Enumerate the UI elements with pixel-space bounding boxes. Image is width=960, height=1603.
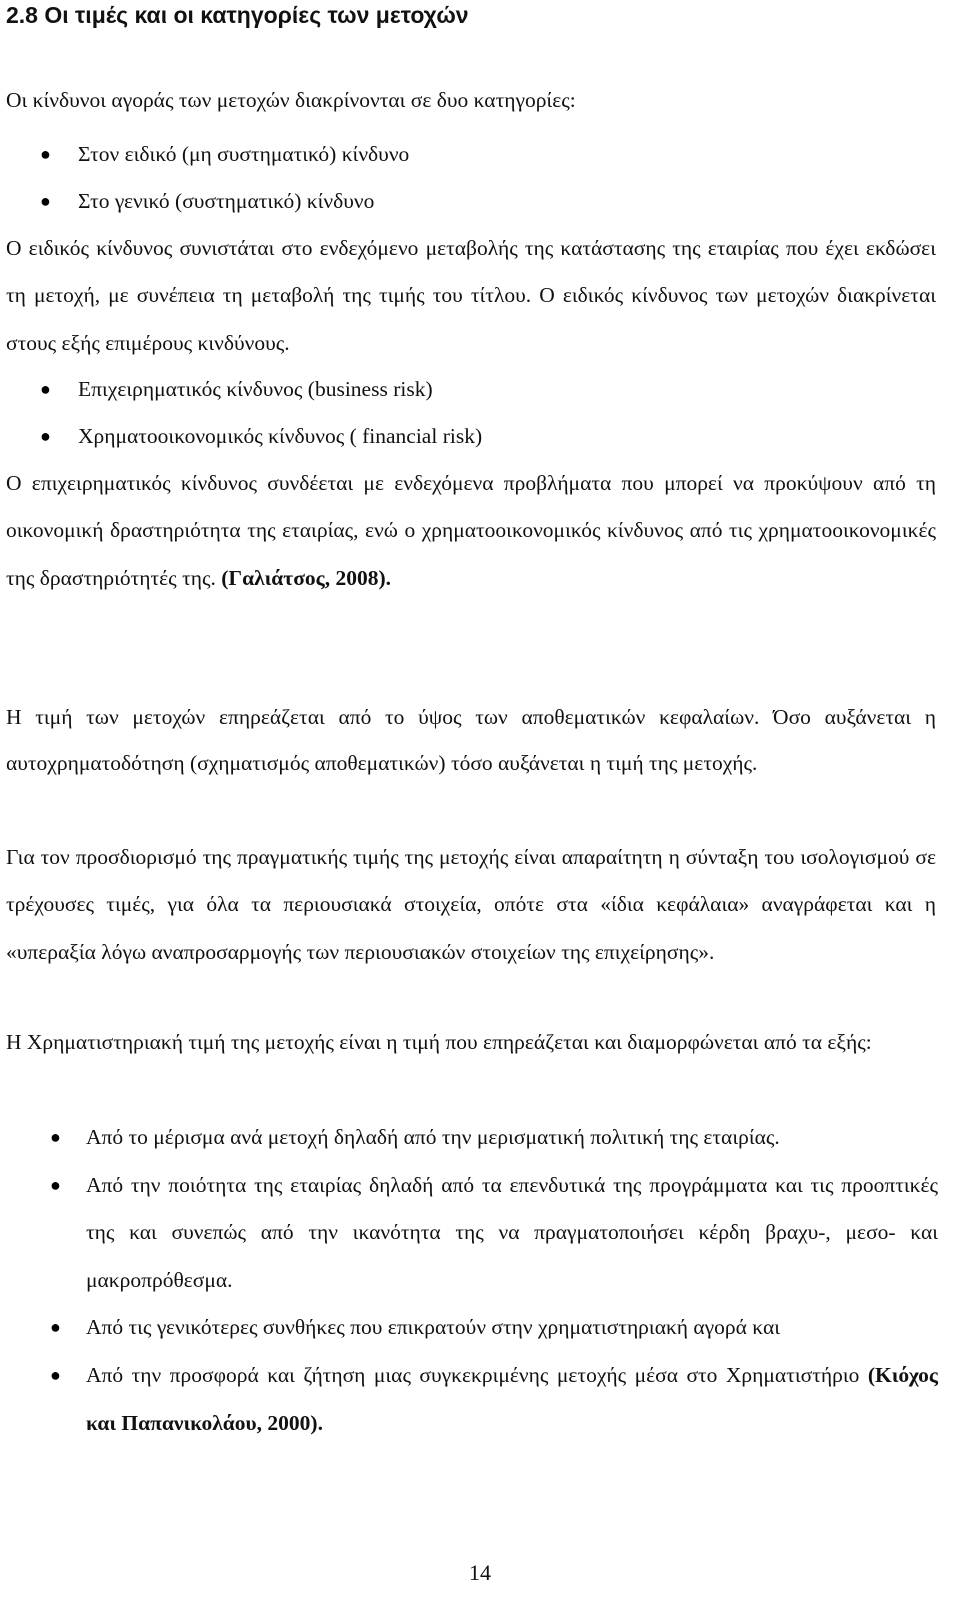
list-item: ● Στο γενικό (συστηματικό) κίνδυνο (0, 178, 409, 225)
bullet-icon: ● (40, 190, 51, 211)
business-risk-paragraph: Ο επιχειρηματικός κίνδυνος συνδέεται με ενδεχόμενα προβλήματα που μπορεί να προκύψουν από τη οικονομική δραστηριότητα της εταιρίας, ενώ ο χρηματοοικονομικός κίνδυνος από τις χρηματοοικονομικές της δραστηριότητές της. (Γαλιάτσος, 2008). (6, 471, 936, 590)
bullet-icon: ● (50, 1127, 61, 1147)
list-item: ● Επιχειρηματικός κίνδυνος (business risk) (0, 366, 482, 413)
bullet-icon: ● (50, 1174, 61, 1195)
page-number: 14 (469, 1560, 491, 1585)
bullet-icon: ● (40, 144, 51, 164)
bullet-icon: ● (50, 1317, 61, 1338)
list-item: ● Από τις γενικότερες συνθήκες που επικρατούν στην χρηματιστηριακή αγορά και (0, 1304, 938, 1352)
specific-risk-paragraph: Ο ειδικός κίνδυνος συνιστάται στο ενδεχόμενο μεταβολής της κατάστασης της εταιρίας που έχει εκδώσει τη μετοχή, με συνέπεια τη μεταβολή της τιμής του τίτλου. Ο ειδικός κίνδυνος των μετοχών διακρίνεται στους εξής επιμέρους κινδύνους. (6, 236, 936, 355)
bullet-icon: ● (40, 425, 51, 446)
section-heading: 2.8 Οι τιμές και οι κατηγορίες των μετοχών (6, 2, 469, 28)
price-factors-list (0, 1114, 938, 1447)
bullet-icon: ● (40, 379, 51, 399)
list-item: ● Από το μέρισμα ανά μετοχή δηλαδή από την μερισματική πολιτική της εταιρίας. (0, 1114, 938, 1162)
bullet-icon: ● (50, 1364, 61, 1385)
intro-paragraph: Οι κίνδυνοι αγοράς των μετοχών διακρίνονται σε δυο κατηγορίες: (6, 88, 576, 112)
market-price-paragraph: Η Χρηματιστηριακή τιμή της μετοχής είναι η τιμή που επηρεάζεται και διαμορφώνεται από τα εξής: (6, 1030, 872, 1054)
reserves-paragraph: Η τιμή των μετοχών επηρεάζεται από το ύψος των αποθεματικών κεφαλαίων. Όσο αυξάνεται η αυτοχρηματοδότηση (σχηματισμός αποθεματικών) τόσο αυξάνεται η τιμή της μετοχής. (6, 705, 936, 775)
balance-sheet-paragraph: Για τον προσδιορισμό της πραγματικής τιμής της μετοχής είναι απαραίτητη η σύνταξη του ισολογισμού σε τρέχουσες τιμές, για όλα τα περιουσιακά στοιχεία, οπότε στα «ίδια κεφάλαια» αναγράφεται και η «υπεραξία λόγω αναπροσαρμογής των περιουσιακών στοιχείων της επιχείρησης». (6, 845, 936, 964)
citation: (Γαλιάτσος, 2008). (221, 565, 392, 590)
specific-risks-list (0, 366, 482, 459)
list-item: ● Χρηματοοικονομικός κίνδυνος ( financial risk) (0, 413, 482, 460)
list-item: ● Από την προσφορά και ζήτηση μιας συγκεκριμένης μετοχής μέσα στο Χρηματιστήριο (Κιόχος και Παπανικολάου, 2000). (0, 1352, 938, 1447)
citation: (Κιόχος και Παπανικολάου, 2000). (86, 1362, 938, 1435)
risk-categories-list (0, 131, 409, 224)
list-item: ● Στον ειδικό (μη συστηματικό) κίνδυνο (0, 131, 409, 178)
list-item: ● Από την ποιότητα της εταιρίας δηλαδή από τα επενδυτικά της προγράμματα και τις προοπτικές της και συνεπώς από την ικανότητα της να πραγματοποιήσει κέρδη βραχυ-, μεσο- και μακροπρόθεσμα. (0, 1162, 938, 1305)
